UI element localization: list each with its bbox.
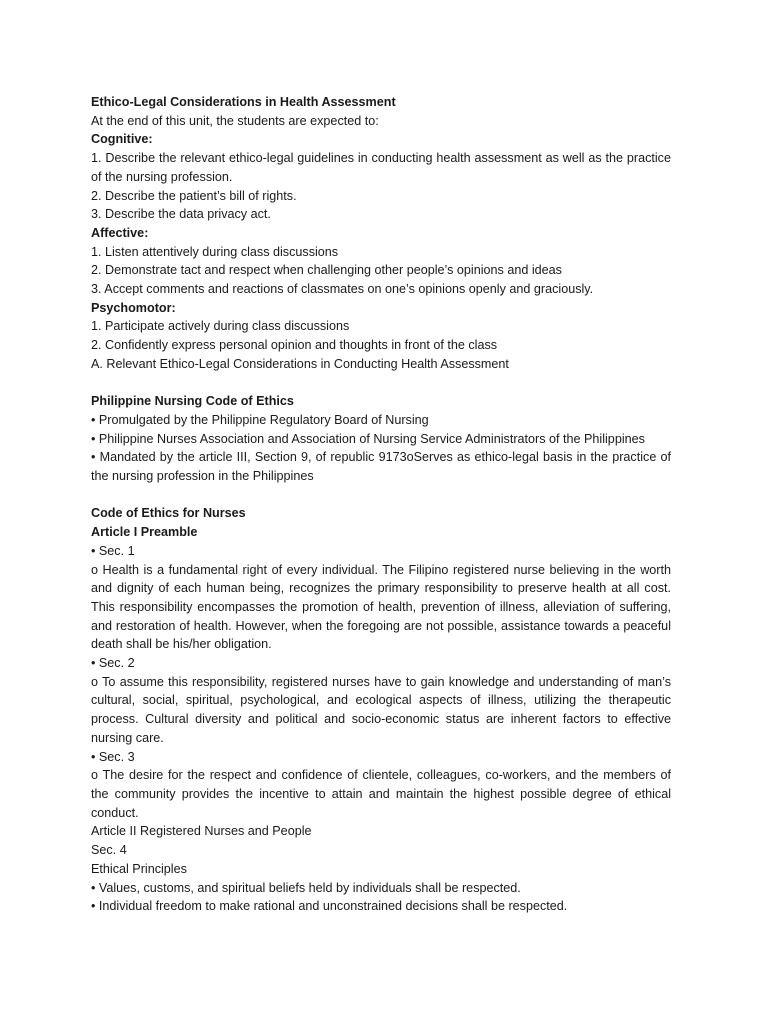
- affective-item: 3. Accept comments and reactions of classmates on one’s opinions openly and graciously.: [91, 282, 594, 297]
- sec-2-text: o To assume this responsibility, registered nurses have to gain knowledge and understanding of man’s cultural, social, spiritual, psychological, and ecological aspects of illness, utilizing the therapeutic process. Cultural diversity and political and socio-economic status are inherent factors to effective nursing care.: [91, 674, 671, 745]
- principle-bullet: • Values, customs, and spiritual beliefs held by individuals shall be respected.: [91, 880, 521, 895]
- sec-1-label: • Sec. 1: [91, 543, 135, 558]
- ethical-principles-heading: Ethical Principles: [91, 861, 187, 876]
- cognitive-heading: Cognitive:: [91, 132, 153, 147]
- pnce-bullet: • Philippine Nurses Association and Association of Nursing Service Administrators of the Philippines: [91, 431, 645, 446]
- affective-item: 1. Listen attentively during class discussions: [91, 244, 339, 259]
- affective-heading: Affective:: [91, 225, 149, 240]
- psychomotor-item: 1. Participate actively during class discussions: [91, 319, 350, 334]
- article-1-heading: Article I Preamble: [91, 525, 198, 540]
- unit-title: Ethico-Legal Considerations in Health Assessment: [91, 95, 396, 109]
- sec-2-label: • Sec. 2: [91, 656, 135, 671]
- section-a-heading: A. Relevant Ethico-Legal Considerations in Conducting Health Assessment: [91, 356, 509, 371]
- code-heading: Code of Ethics for Nurses: [91, 506, 246, 521]
- sec-3-label: • Sec. 3: [91, 749, 135, 764]
- intro-text: At the end of this unit, the students are expected to:: [91, 113, 379, 128]
- spacer: [91, 374, 671, 393]
- affective-item: 2. Demonstrate tact and respect when challenging other people’s opinions and ideas: [91, 263, 562, 278]
- psychomotor-item: 2. Confidently express personal opinion and thoughts in front of the class: [91, 338, 498, 353]
- article-2-heading: Article II Registered Nurses and People: [91, 824, 312, 839]
- sec-4-label: Sec. 4: [91, 843, 127, 858]
- pnce-bullet: • Promulgated by the Philippine Regulatory Board of Nursing: [91, 412, 429, 427]
- document-page: [91, 93, 671, 916]
- cognitive-item: 1. Describe the relevant ethico-legal guidelines in conducting health assessment as well as the practice of the nursing profession.: [91, 151, 671, 184]
- cognitive-item: 2. Describe the patient’s bill of rights.: [91, 188, 297, 203]
- pnce-bullet: • Mandated by the article III, Section 9, of republic 9173oServes as ethico-legal basis in the practice of the nursing profession in the Philippines: [91, 450, 671, 484]
- sec-1-text: o Health is a fundamental right of every individual. The Filipino registered nurse believing in the worth and dignity of each human being, recognizes the primary responsibility to preserve health at all cost. This responsibility encompasses the promotion of health, prevention of illness, alleviation of suffering, and restoration of health. However, when the foregoing are not possible, assistance towards a peaceful death shall be his/her obligation.: [91, 562, 671, 652]
- sec-3-text: o The desire for the respect and confidence of clientele, colleagues, co-workers, and the members of the community provides the incentive to attain and maintain the highest possible degree of ethical conduct.: [91, 768, 671, 820]
- cognitive-item: 3. Describe the data privacy act.: [91, 207, 271, 222]
- principle-bullet: • Individual freedom to make rational and unconstrained decisions shall be respected.: [91, 899, 568, 914]
- spacer: [91, 486, 671, 505]
- psychomotor-heading: Psychomotor:: [91, 300, 176, 315]
- pnce-heading: Philippine Nursing Code of Ethics: [91, 394, 294, 409]
